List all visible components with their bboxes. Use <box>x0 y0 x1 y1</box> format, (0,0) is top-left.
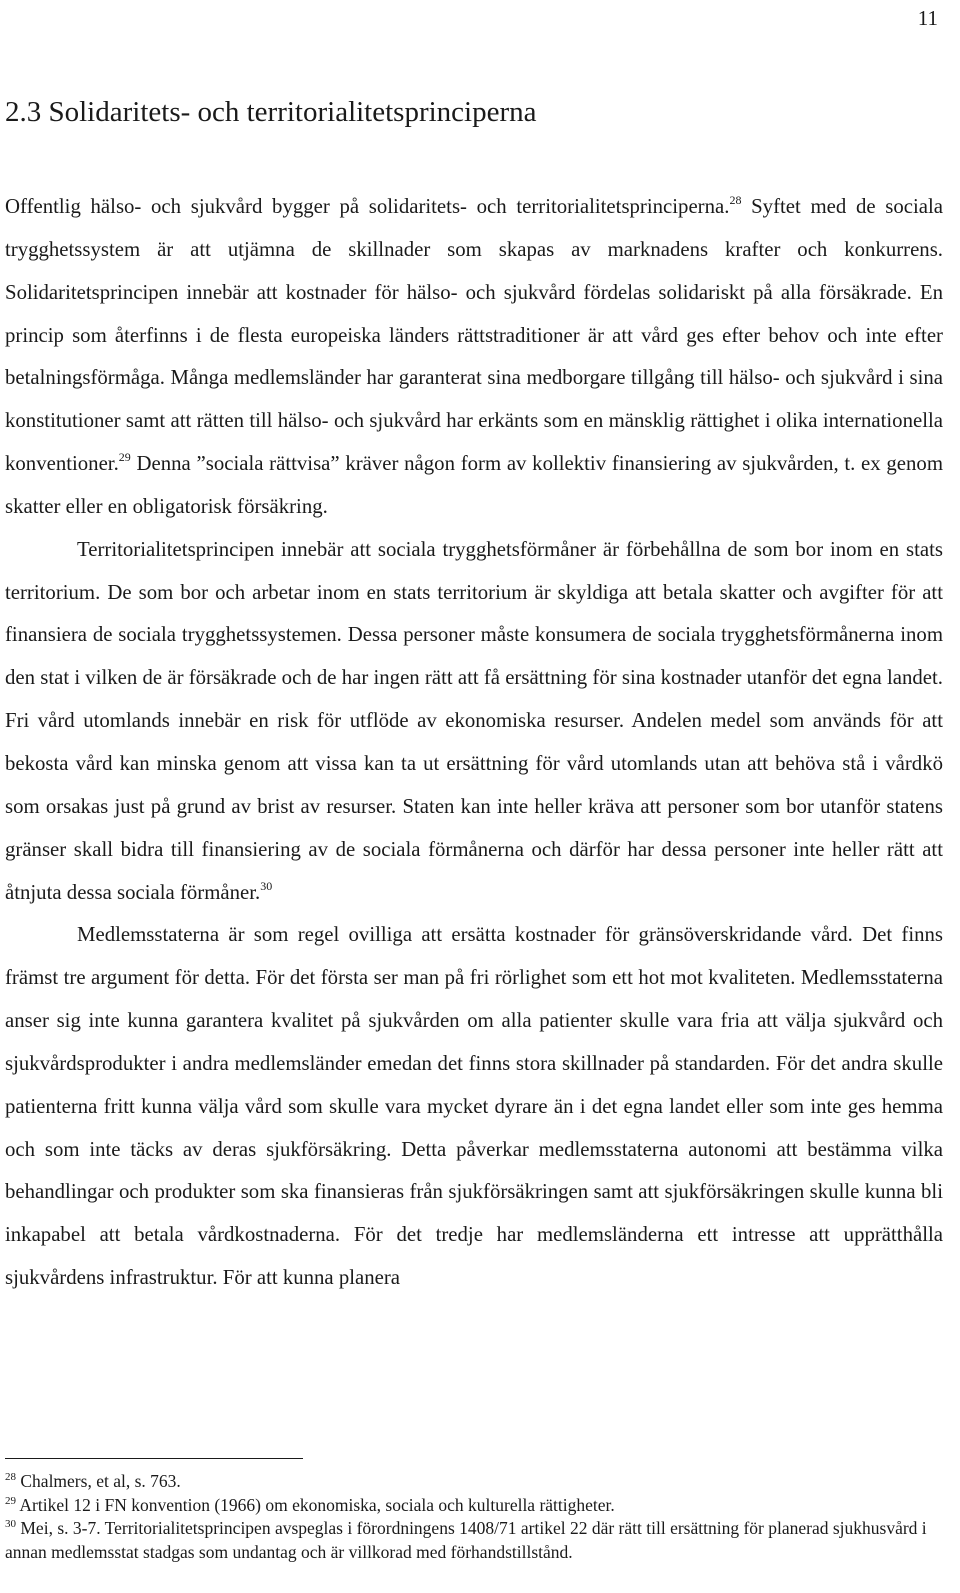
footnote-29 <box>5 1494 935 1518</box>
paragraph-1-part-c: Denna ”sociala rättvisa” kräver någon form av kollektiv finansiering av sjukvården, t. ex genom skatter eller en obligatorisk försäkring. <box>5 452 943 518</box>
section-heading: 2.3 Solidaritets- och territorialitetsprinciperna <box>5 96 537 128</box>
footnote-ref-28: 28 <box>729 193 742 207</box>
paragraph-3 <box>5 914 943 1300</box>
footnote-number: 30 <box>5 1518 16 1530</box>
footnote-28 <box>5 1470 935 1494</box>
footnote-text: Chalmers, et al, s. 763. <box>16 1471 181 1491</box>
footnote-ref-29: 29 <box>118 450 131 465</box>
paragraph-2-part-a: Territorialitetsprincipen innebär att sociala trygghetsförmåner är förbehållna de som bor inom en stats territorium. De som bor och arbetar inom en stats territorium är skyldiga att betala skatter och avgifter för att finansiera de sociala trygghetssystemen. Dessa personer måste konsumera de sociala trygghetsförmånerna inom den stat i vilken de är försäkrade och de har ingen rätt att få ersättning för sina kostnader utanför det egna landet. Fri vård utomlands innebär en risk för utflöde av ekonomiska resurser. Andelen medel som används för att bekosta vård kan minska genom att vissa kan ta ut ersättning för vård utomlands utan att behöva stå i vårdkö som orsakas just på grund av brist av resurser. Staten kan inte heller kräva att personer som bor utanför statens gränser skall bidra till finansiering av de sociala förmånerna och därför har dessa personer inte heller rätt att åtnjuta dessa sociala förmåner. <box>5 537 943 904</box>
footnote-30 <box>5 1517 935 1564</box>
paragraph-2 <box>5 529 943 915</box>
footnote-text: Mei, s. 3-7. Territorialitetsprincipen avspeglas i förordningens 1408/71 artikel 22 där rätt till ersättning för planerad sjukhusvård i annan medlemsstat stadgas som undantag och är villkorad med förhandstillstånd. <box>5 1518 927 1562</box>
paragraph-3-part-a: Medlemsstaterna är som regel ovilliga att ersätta kostnader för gränsöverskridande vård. Det finns främst tre argument för detta. För det första ser man på fri rörlighet som ett hot mot kvaliteten. Medlemsstaterna anser sig inte kunna garantera kvalitet på sjukvården om alla patienter skulle vara fria att välja sjukvård och sjukvårdsprodukter i andra medlemsländer emedan det finns stora skillnader på standarden. För det andra skulle patienterna fritt kunna välja vård som skulle vara mycket dyrare än i det egna landet eller som inte ges hemma och som inte täcks av deras sjukförsäkring. Detta påverkar medlemsstaterna autonomi att bestämma vilka behandlingar och produkter som ska finansieras från sjukförsäkringen samt att sjukförsäkringen skulle kunna bli inkapabel att betala vårdkostnaderna. För det tredje har medlemsländerna ett intresse att upprätthålla sjukvårdens infrastruktur. För att kunna planera <box>5 923 943 1290</box>
footnote-separator <box>5 1458 303 1459</box>
footnote-number: 28 <box>5 1471 16 1483</box>
paragraph-1-part-a: Offentlig hälso- och sjukvård bygger på solidaritets- och territorialitetsprinciperna. <box>5 195 730 218</box>
footnotes <box>5 1470 935 1564</box>
paragraph-1-part-b: Syftet med de sociala trygghetssystem är att utjämna de skillnader som skapas av marknadens krafter och konkurrens. Solidaritetsprincipen innebär att kostnader för hälso- och sjukvård fördelas solidariskt på alla försäkrade. En princip som återfinns i de flesta europeiska länders rättstraditioner är att vård ges efter behov och inte efter betalningsförmåga. Många medlemsländer har garanterat sina medborgare tillgång till hälso- och sjukvård i sina konstitutioner samt att rätten till hälso- och sjukvård har erkänts som en mänsklig rättighet i olika internationella konventioner. <box>5 195 944 476</box>
paragraph-1 <box>5 186 943 529</box>
footnote-ref-30: 30 <box>260 878 273 893</box>
footnote-text: Artikel 12 i FN konvention (1966) om ekonomiska, sociala och kulturella rättigheter. <box>16 1494 615 1515</box>
body-text <box>5 186 943 1300</box>
footnote-number: 29 <box>5 1494 16 1507</box>
page-number: 11 <box>917 6 938 30</box>
